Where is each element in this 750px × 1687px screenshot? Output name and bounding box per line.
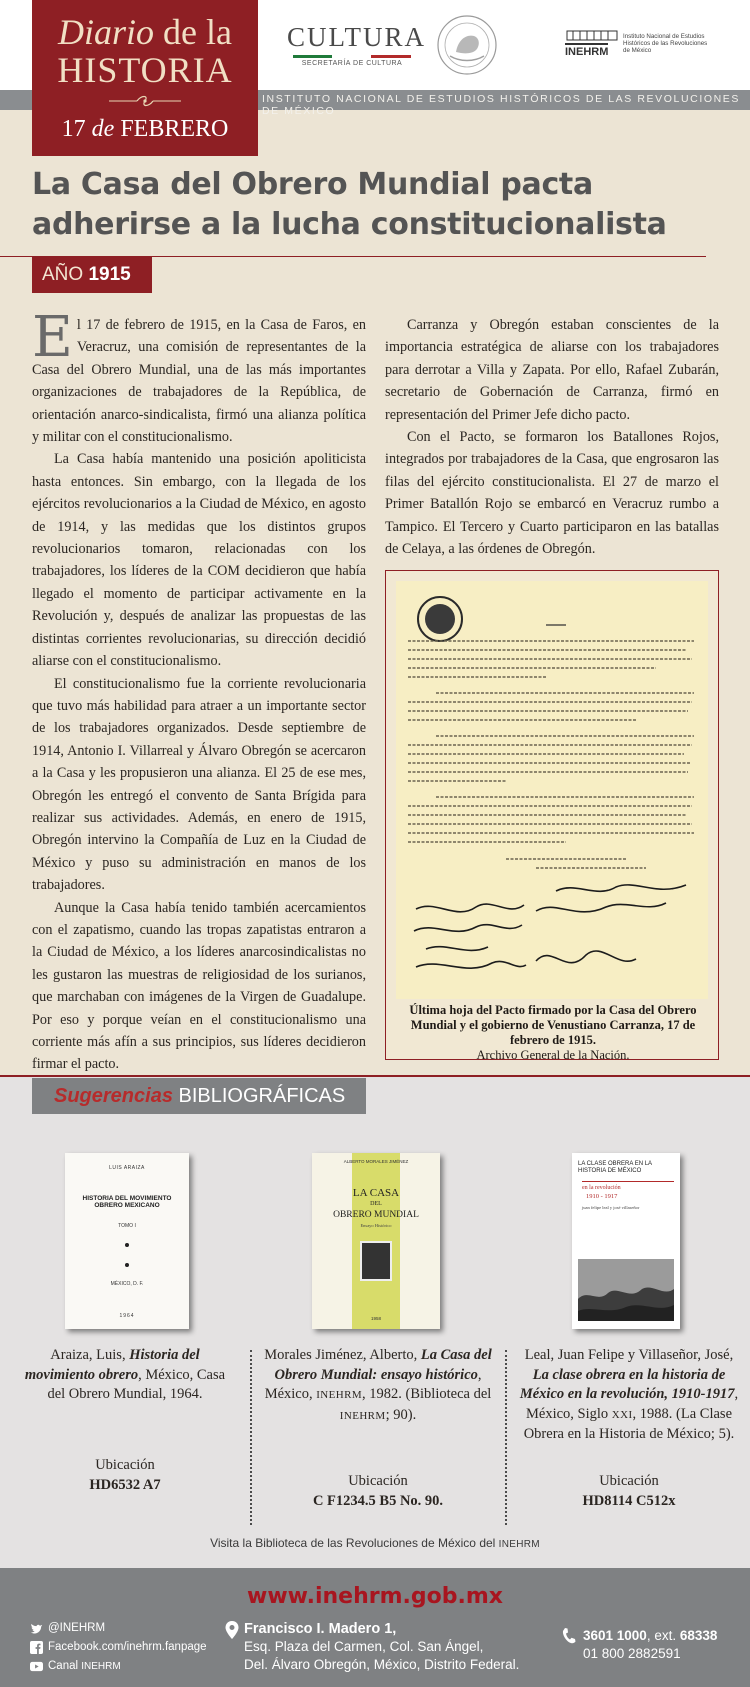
document-caption: Última hoja del Pacto firmado por la Casa del Obrero Mundial y el gobierno de Venustiano Carranza, 17 de febrero de 1915. Archivo General de la Nación. <box>409 1003 697 1062</box>
masthead-historia: HISTORIA <box>57 50 233 90</box>
facebook-link[interactable]: Facebook.com/inehrm.fanpage <box>30 1638 207 1657</box>
date-month: FEBRERO <box>120 116 229 142</box>
crowd-photo-icon <box>578 1259 674 1321</box>
location-pin-icon <box>225 1621 239 1639</box>
paragraph-6: Con el Pacto, se formaron los Batallones Rojos, integrados por trabajadores de la Casa, que engrosaron las filas del ejército constitucionalista. El 27 de marzo el Primer Batallón Rojo se embarcó en Veracruz rumbo a Tampico. El Tercero y Cuarto participaron en las batallas de Celaya, a las órdenes de Obregón. <box>385 429 719 558</box>
masthead-dela: de la <box>163 12 232 52</box>
year-badge: AÑO 1915 <box>32 257 152 293</box>
youtube-link[interactable]: Canal INEHRM <box>30 1657 207 1676</box>
reference-araiza: Araiza, Luis, Historia del movimiento obrero, México, Casa del Obrero Mundial, 1964. <box>24 1347 226 1402</box>
column-divider <box>505 1350 507 1525</box>
article-title: La Casa del Obrero Mundial pacta adherirse a la lucha constitucionalista <box>32 167 667 242</box>
pact-document-image <box>396 581 708 999</box>
book-cover-leal[interactable]: LA CLASE OBRERA EN LA HISTORIA DE MÉXICO en la revolución 1910 - 1917 juan felipe leal y josé villaseñor <box>572 1153 680 1329</box>
phone-icon <box>562 1628 576 1644</box>
twitter-link[interactable]: @INEHRM <box>30 1619 207 1638</box>
masthead-diario: Diario <box>58 12 155 52</box>
footer <box>0 1568 750 1687</box>
suggestions-heading: Sugerencias BIBLIOGRÁFICAS <box>32 1078 366 1114</box>
reference-morales: Morales Jiménez, Alberto, La Casa del Obrero Mundial: ensayo histórico, México, INEHRM, 1982. (Biblioteca del INEHRM; 90). <box>264 1347 492 1423</box>
drop-cap: E <box>32 305 73 370</box>
ornament-icon <box>107 95 183 107</box>
section-divider <box>0 1075 750 1077</box>
building-icon <box>565 29 619 41</box>
library-visit-note: Visita la Biblioteca de las Revoluciones de México del INEHRM <box>210 1536 540 1550</box>
document-figure <box>385 570 719 1060</box>
location-araiza: Ubicación HD6532 A7 <box>89 1457 161 1493</box>
book-cover-araiza[interactable]: LUIS ARAIZA HISTORIA DEL MOVIMIENTO OBRERO MEXICANO TOMO I MÉXICO, D. F. 1964 <box>65 1153 189 1329</box>
paragraph-3: El constitucionalismo fue la corriente revolucionaria que tuvo más habilidad para atraer a un importante sector de los trabajadores organizados. Desde septiembre de 1914, Antonio I. Villarreal y Álvaro Obregón se acercaron a la Casa y les propusieron una alianza. El 25 de ese mes, Obregón les entregó el convento de Santa Brígida para realizar sus actividades. Además, en enero de 1915, Obregón intervino la Compañía de Luz en la Ciudad de México y puso su administración en manos de los trabajadores. <box>32 675 366 894</box>
cultura-logo: CULTURA SECRETARÍA DE CULTURA <box>287 22 427 67</box>
twitter-icon <box>30 1622 43 1635</box>
facebook-icon <box>30 1641 43 1654</box>
national-seal-icon <box>436 14 498 76</box>
paragraph-1: El 17 de febrero de 1915, en la Casa de Faros, en Veracruz, una comisión de representantes de la Casa del Obrero Mundial, una de las más importantes organizaciones de trabajadores de la República, de orientación anarco-sindicalista, firmó una alianza política y militar con el constitucionalismo. <box>32 305 366 446</box>
cover-illustration <box>360 1241 392 1281</box>
reference-leal: Leal, Juan Felipe y Villaseñor, José, La clase obrera en la historia de México en la revolución, 1910-1917, México, Siglo XXI, 1988. (La Clase Obrera en la Historia de México; 5). <box>519 1347 739 1442</box>
youtube-icon <box>30 1660 43 1673</box>
masthead-logo <box>32 0 258 156</box>
paragraph-2: La Casa había mantenido una posición apoliticista hasta entonces. Sin embargo, con la llegada de los ejércitos revolucionarios a la Ciudad de México, en agosto de 1914, y las medidas que los distintos grupos revolucionarios tomaron, relacionadas con los trabajadores, los líderes de la COM decidieron que había llegado el momento de participar activamente en la Revolución y, después de analizar las propuestas de las distintas corrientes revolucionarias, su dirección decidió aliarse con el constitucionalismo. <box>32 451 366 670</box>
article-column-right <box>385 314 719 560</box>
article-column-left <box>32 305 366 1076</box>
location-leal: Ubicación HD8114 C512x <box>582 1473 676 1509</box>
column-divider <box>250 1350 252 1525</box>
location-morales: Ubicación C F1234.5 B5 No. 90. <box>312 1473 444 1509</box>
institute-name: INSTITUTO NACIONAL DE ESTUDIOS HISTÓRICOS DE LAS REVOLUCIONES DE MÉXICO <box>262 93 740 117</box>
book-cover-morales[interactable]: ALBERTO MORALES JIMÉNEZ LA CASA DEL OBRERO MUNDIAL Ensayo Histórico 1958 <box>312 1153 440 1329</box>
phone-numbers: 3601 1000, ext. 68338 01 800 2882591 <box>583 1627 717 1663</box>
paragraph-4: Aunque la Casa había tenido también acercamientos con el zapatismo, cuando las tropas zapatistas entraron a la Ciudad de México, a los líderes anarcosindicalistas no les gustaron las muestras de religiosidad de los surianos, que marchaban con imágenes de la Virgen de Guadalupe. Por eso y porque veían en el constitucionalismo una corriente más afín a sus principios, sus líderes decidieron firmar el pacto. <box>32 899 366 1073</box>
social-links <box>30 1619 207 1676</box>
date-de: de <box>91 116 115 142</box>
website-link[interactable]: www.inehrm.gob.mx <box>247 1584 503 1609</box>
date-day: 17 <box>61 116 86 142</box>
address: Francisco I. Madero 1, Esq. Plaza del Carmen, Col. San Ángel, Del. Álvaro Obregón, México, Distrito Federal. <box>244 1620 519 1674</box>
paragraph-5: Carranza y Obregón estaban conscientes de la importancia estratégica de aliarse con los trabajadores para derrotar a Villa y Zapata. Por ello, Rafael Zubarán, secretario de Gobernación de Carranza, firmó en representación del Primer Jefe dicho pacto. <box>385 317 719 423</box>
